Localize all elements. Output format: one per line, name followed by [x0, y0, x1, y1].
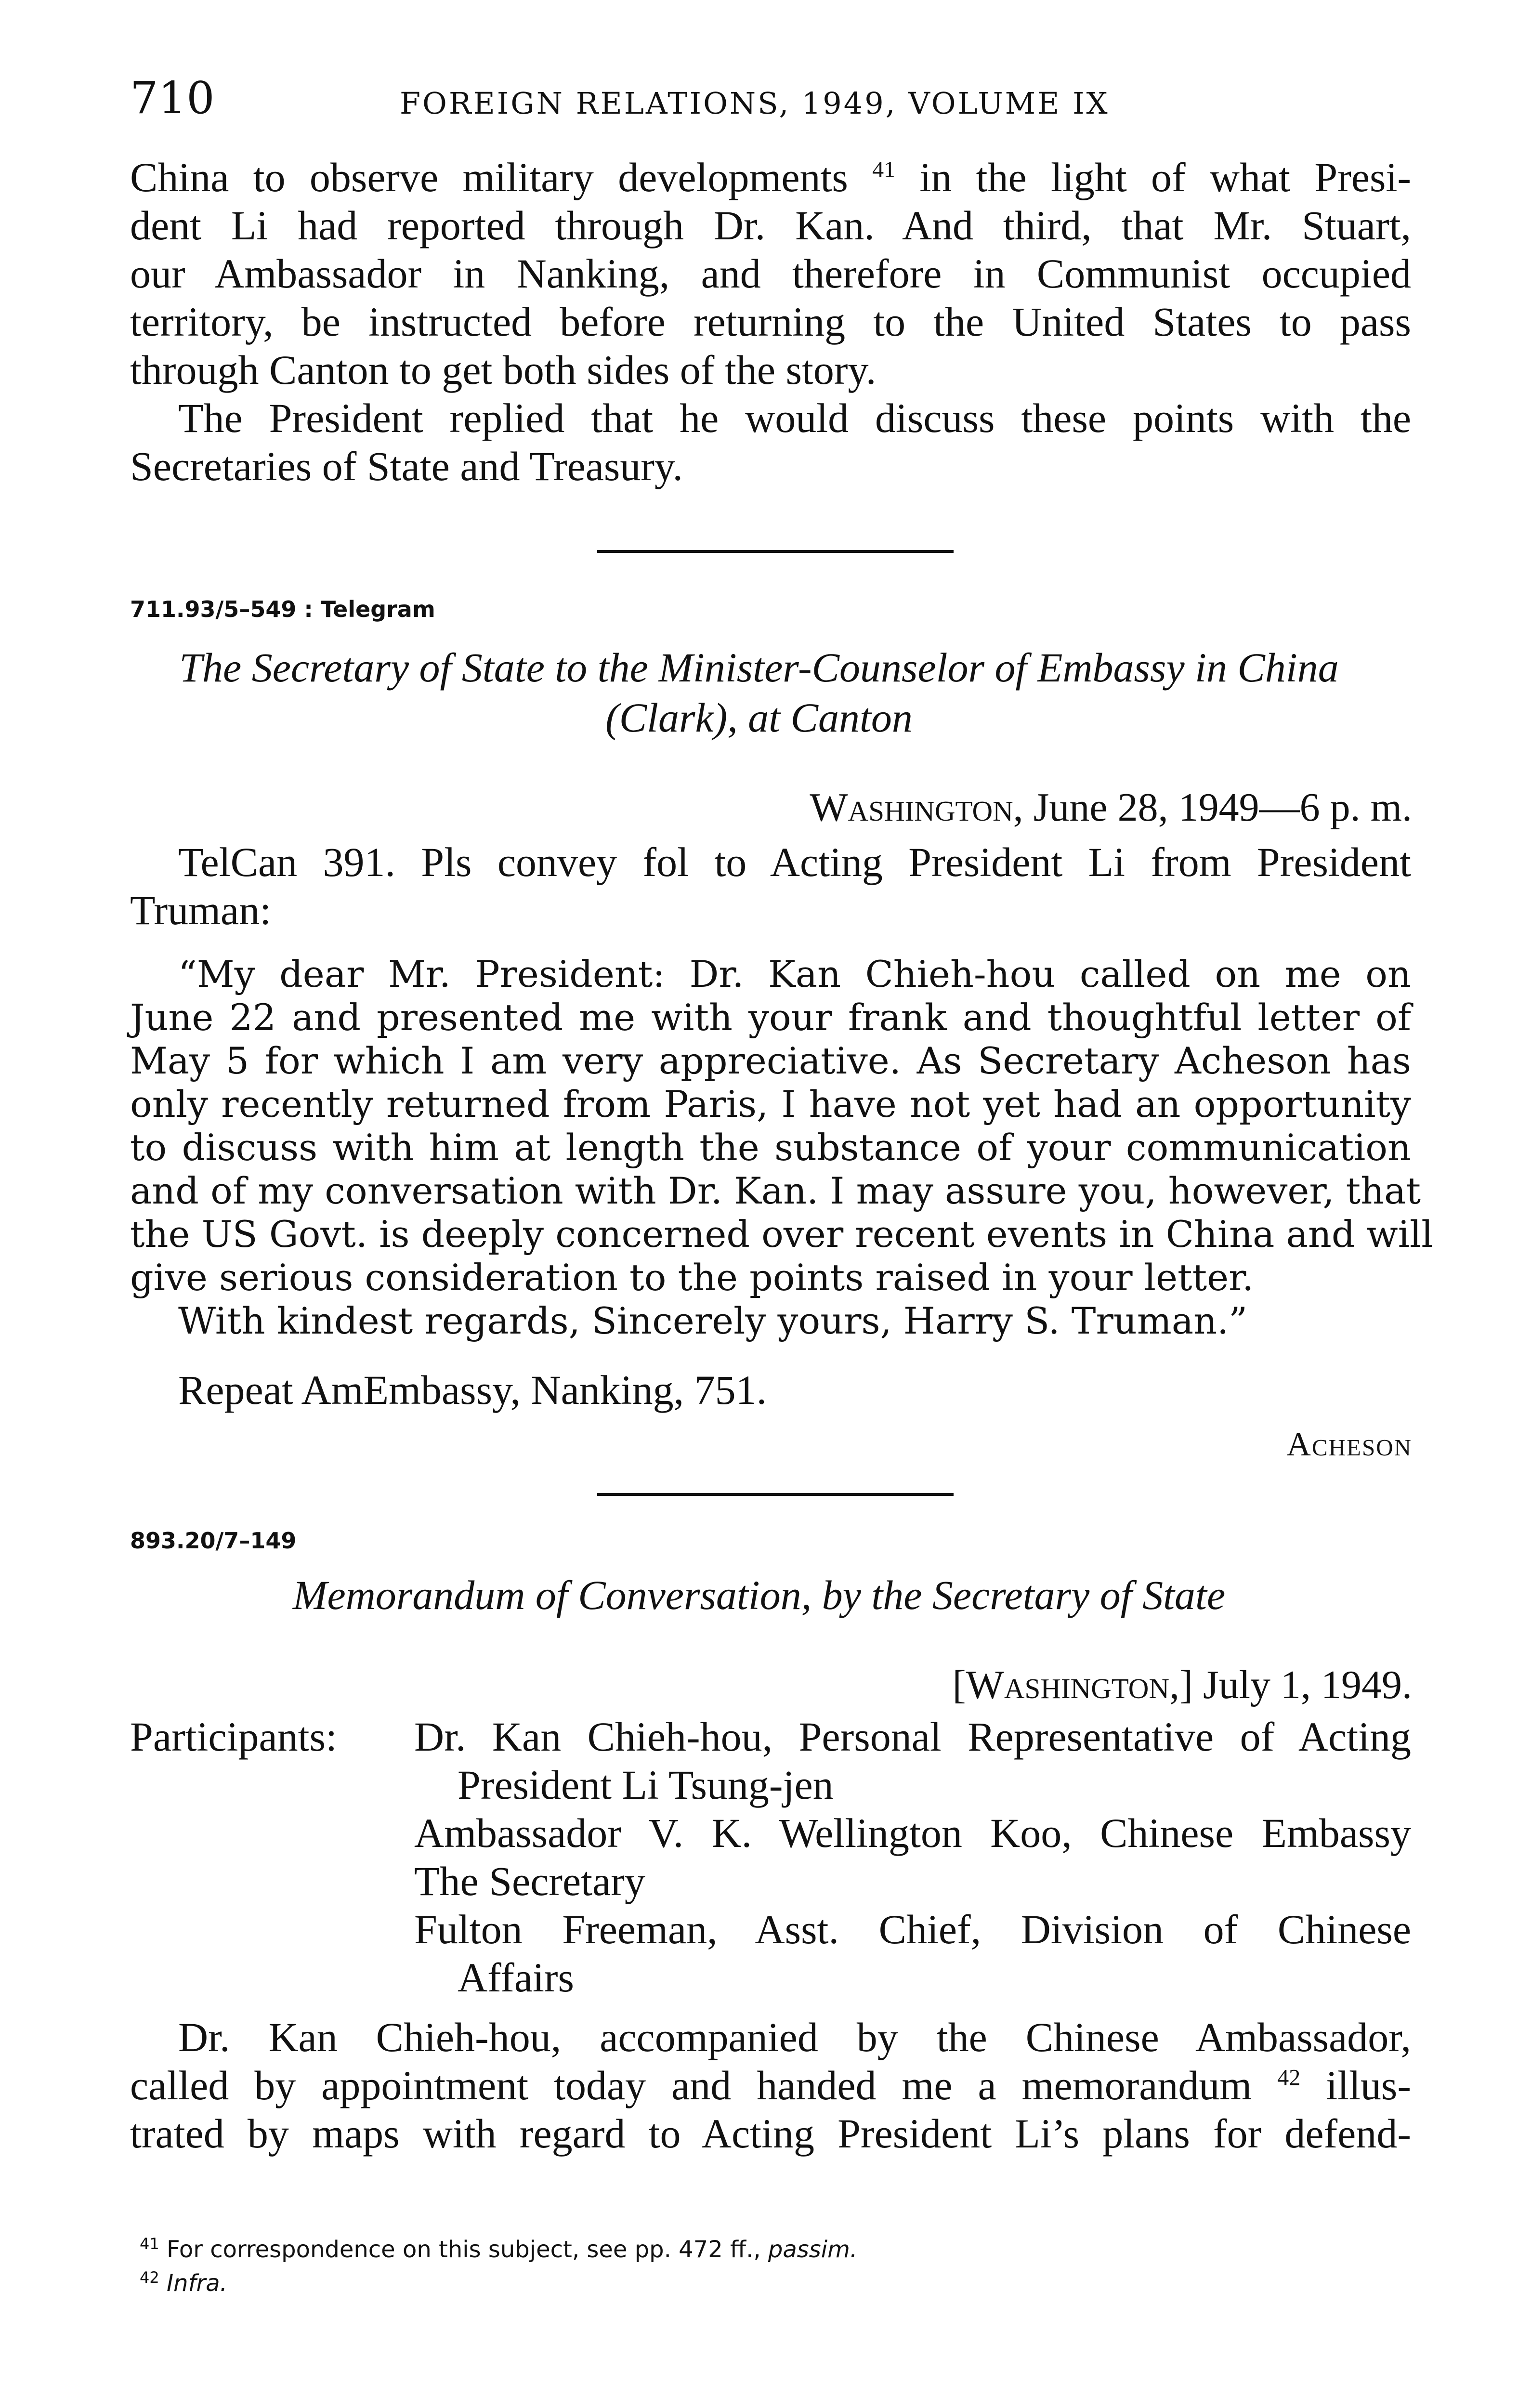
text-line: Repeat AmEmbassy, Nanking, 751.: [178, 1367, 767, 1413]
memorandum-dateline: [Washington,] July 1, 1949.: [952, 1662, 1412, 1707]
footnote-ref-42: 42: [1277, 2065, 1301, 2091]
section-divider: [597, 1493, 954, 1496]
text-line: our Ambassador in Nanking, and therefore in Communist occupied: [130, 250, 1411, 297]
text-line: trated by maps with regard to Acting President Li’s plans for defend-: [130, 2110, 1411, 2157]
quote-line: “My dear Mr. President: Dr. Kan Chieh-hou called on me on: [178, 953, 1411, 995]
participants-label: Participants:: [130, 1714, 337, 1760]
quote-line: to discuss with him at length the substance of your communication: [130, 1126, 1411, 1169]
text-line: China to observe military developments $^{41}$ in the light of what Presi-: [130, 154, 1412, 200]
quote-line: June 22 and presented me with your frank and thoughtful letter of: [130, 996, 1411, 1039]
quote-line: and of my conversation with Dr. Kan. I may assure you, however, that: [130, 1169, 1421, 1212]
participant-line: Dr. Kan Chieh-hou, Personal Representative of Acting: [414, 1714, 1411, 1760]
text-line: Truman:: [130, 887, 272, 933]
quote-line: the US Govt. is deeply concerned over recent events in China and will: [130, 1213, 1433, 1256]
page-number: 710: [130, 72, 215, 124]
running-title: FOREIGN RELATIONS, 1949, VOLUME IX: [400, 86, 1110, 121]
document-id: 711.93/5–549 : Telegram: [130, 596, 435, 622]
quote-line: May 5 for which I am very appreciative. As Secretary Acheson has: [130, 1039, 1411, 1082]
participant-line: President Li Tsung-jen: [458, 1762, 834, 1808]
telegram-heading: The Secretary of State to the Minister-Counselor of Embassy in China: [179, 644, 1339, 691]
text-line: Secretaries of State and Treasury.: [130, 443, 683, 489]
participant-line: The Secretary: [414, 1858, 645, 1904]
section-divider: [597, 550, 954, 553]
text-line: dent Li had reported through Dr. Kan. And third, that Mr. Stuart,: [130, 202, 1411, 249]
telegram-dateline: Washington, June 28, 1949—6 p. m.: [810, 785, 1412, 830]
footnote-41: $^{41}$ For correspondence on this subject, see pp. 472 ff., passim.: [140, 2235, 858, 2263]
text-line: through Canton to get both sides of the story.: [130, 347, 877, 393]
memorandum-heading: Memorandum of Conversation, by the Secretary of State: [292, 1572, 1226, 1618]
document-id: 893.20/7–149: [130, 1528, 297, 1554]
text-line: TelCan 391. Pls convey fol to Acting President Li from President: [178, 839, 1411, 885]
participant-line: Affairs: [458, 1954, 575, 2001]
quote-line: only recently returned from Paris, I have not yet had an opportunity: [130, 1083, 1411, 1125]
text-line: The President replied that he would discuss these points with the: [178, 395, 1411, 441]
quote-line: With kindest regards, Sincerely yours, Harry S. Truman.”: [178, 1299, 1248, 1342]
text-line: Dr. Kan Chieh-hou, accompanied by the Chinese Ambassador,: [178, 2014, 1411, 2060]
text-line: territory, be instructed before returning to the United States to pass: [130, 299, 1411, 345]
telegram-heading-line2: (Clark), at Canton: [605, 694, 913, 741]
participant-line: Ambassador V. K. Wellington Koo, Chinese Embassy: [414, 1810, 1411, 1856]
footnote-ref-41: 41: [872, 157, 896, 183]
text-line: called by appointment today and handed me a memorandum $^{42}$ illus-: [130, 2062, 1411, 2108]
signature: Acheson: [1286, 1426, 1412, 1463]
quote-line: give serious consideration to the points raised in your letter.: [130, 1256, 1254, 1299]
footnote-42: $^{42}$ Infra.: [140, 2268, 227, 2297]
participant-line: Fulton Freeman, Asst. Chief, Division of Chinese: [414, 1906, 1411, 1952]
